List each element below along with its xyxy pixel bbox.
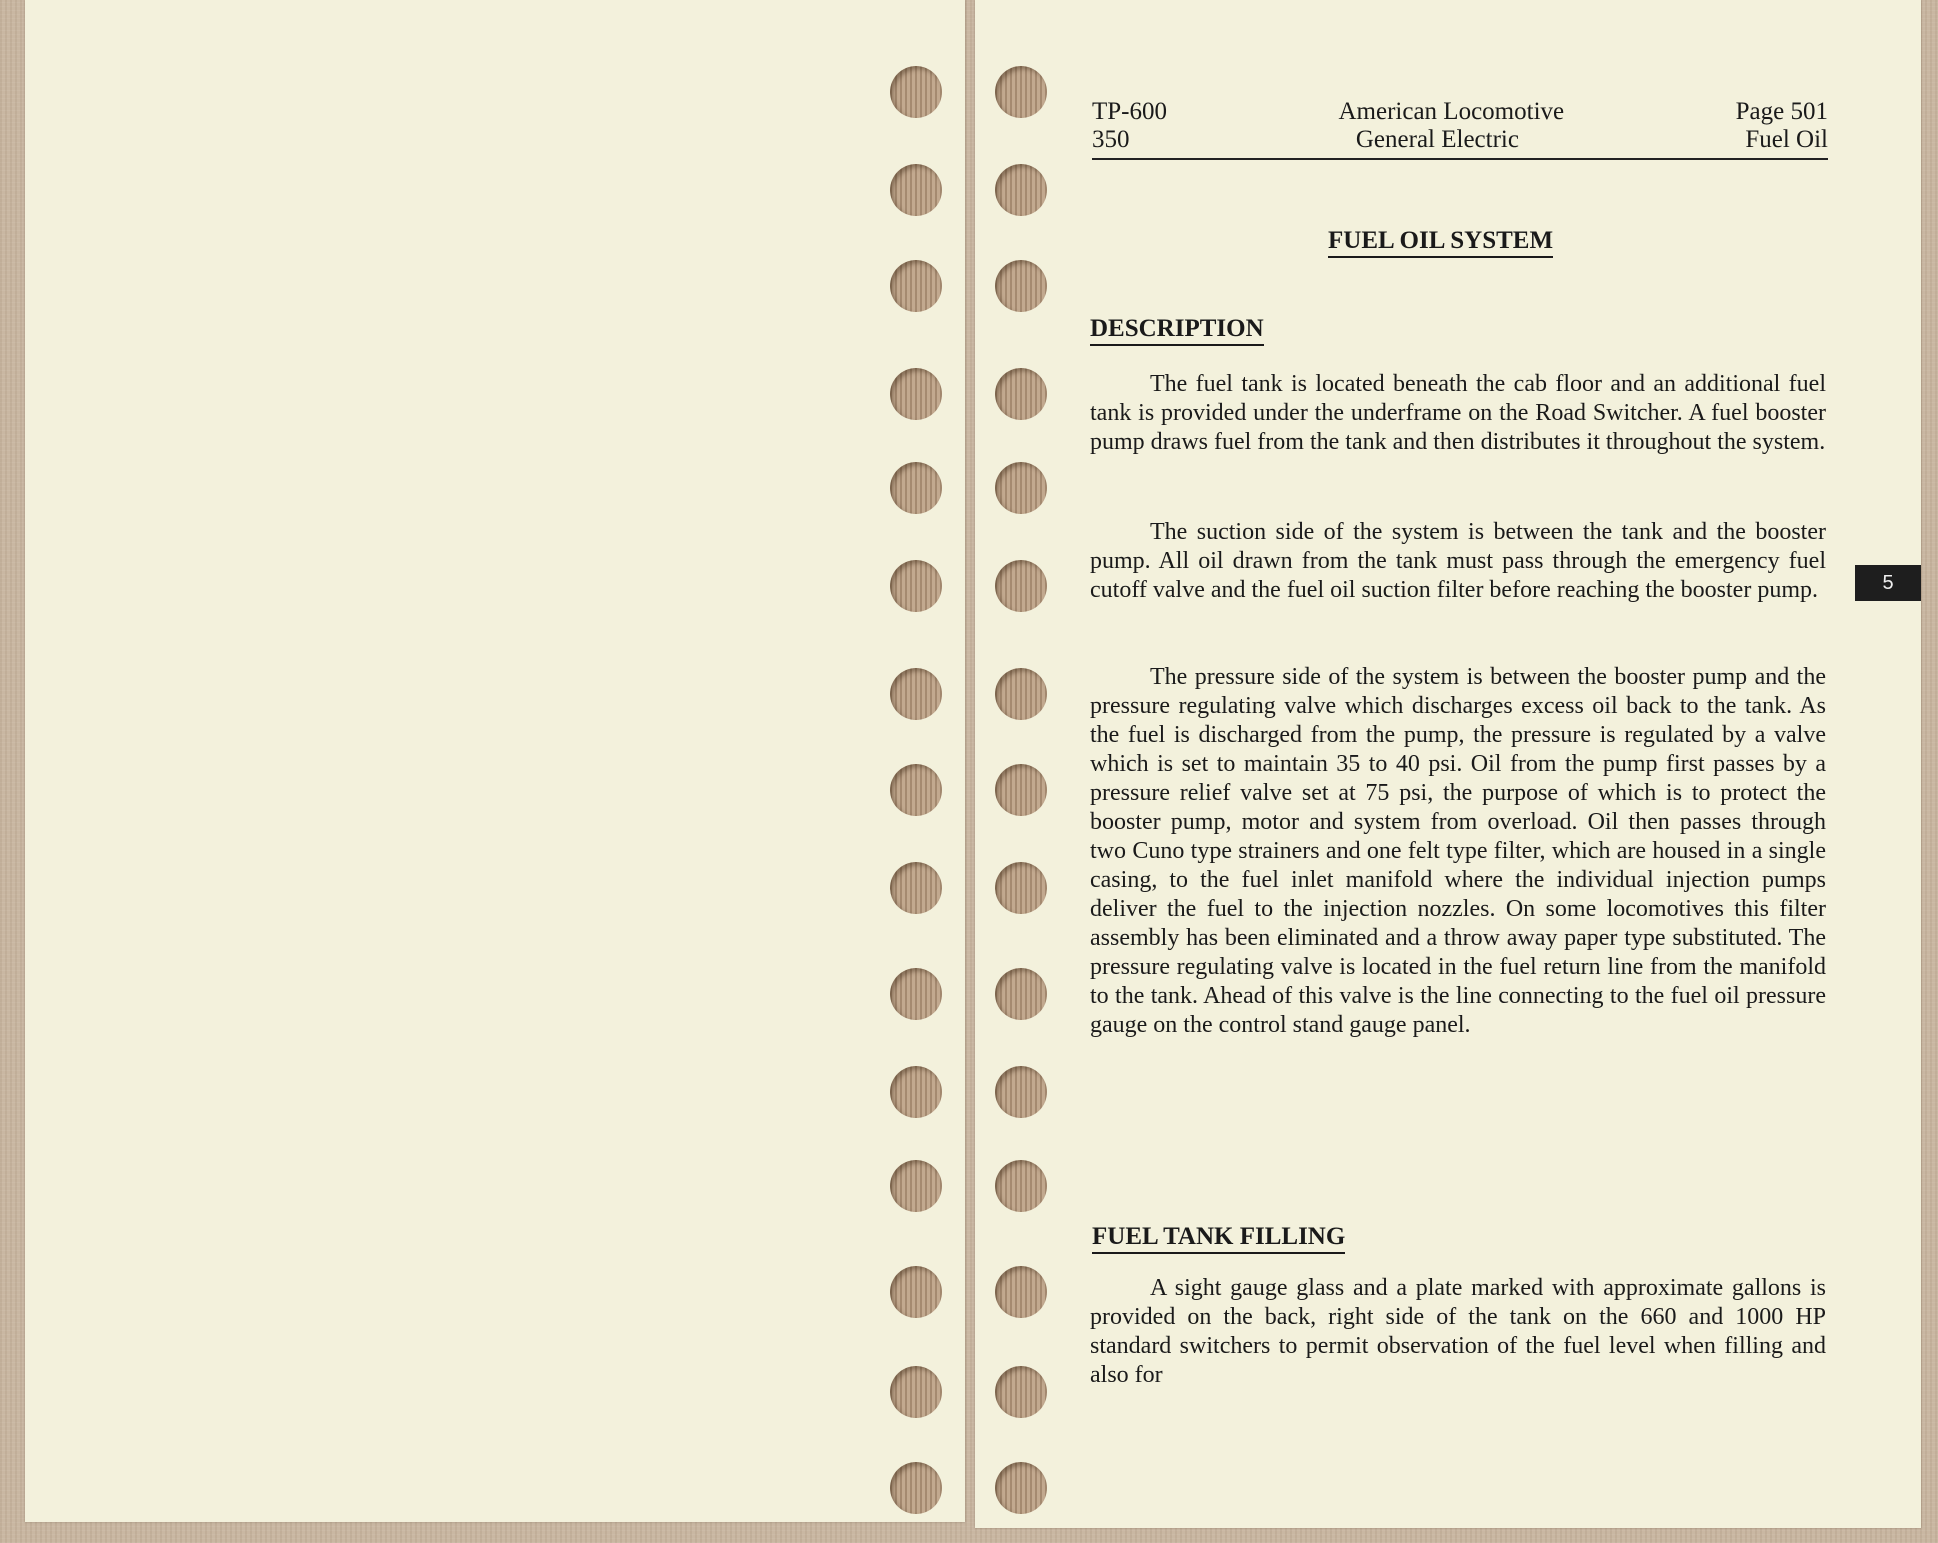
binding-hole-right-5	[995, 462, 1047, 514]
binding-hole-left-14	[890, 1366, 942, 1418]
binding-hole-right-7	[995, 668, 1047, 720]
manufacturer-line-2: General Electric	[1355, 126, 1519, 153]
binding-hole-left-7	[890, 668, 942, 720]
binding-hole-right-11	[995, 1066, 1047, 1118]
heading-fuel-tank-filling: FUEL TANK FILLING	[1092, 1222, 1345, 1254]
paragraph-filling-1: A sight gauge glass and a plate marked with approximate gallons is provided on the back, right side of the tank on the 660 and 1000 HP standard switchers to permit observation of the fuel level when filling and also for	[1090, 1275, 1826, 1388]
binding-hole-left-2	[890, 164, 942, 216]
binding-hole-right-14	[995, 1366, 1047, 1418]
binding-hole-left-15	[890, 1462, 942, 1514]
header-row-2	[1092, 126, 1828, 154]
binding-hole-right-12	[995, 1160, 1047, 1212]
binding-hole-right-15	[995, 1462, 1047, 1514]
page-number: Page 501	[1735, 98, 1828, 125]
chapter-name: Fuel Oil	[1745, 126, 1828, 153]
binding-hole-right-3	[995, 260, 1047, 312]
binding-hole-right-2	[995, 164, 1047, 216]
binding-hole-left-1	[890, 66, 942, 118]
binding-hole-left-3	[890, 260, 942, 312]
binding-hole-left-5	[890, 462, 942, 514]
binding-hole-right-9	[995, 862, 1047, 914]
binding-hole-left-8	[890, 764, 942, 816]
paragraph-description-1: The fuel tank is located beneath the cab floor and an additional fuel tank is provided under the underframe on the Road Switcher. A fuel booster pump draws fuel from the tank and then distributes it throughout the system.	[1090, 371, 1826, 455]
header-row-1	[1092, 98, 1828, 126]
left-blank-page	[25, 0, 965, 1522]
binding-hole-right-8	[995, 764, 1047, 816]
binding-hole-left-9	[890, 862, 942, 914]
binding-hole-left-10	[890, 968, 942, 1020]
binding-hole-right-13	[995, 1266, 1047, 1318]
binding-hole-left-6	[890, 560, 942, 612]
binding-hole-right-10	[995, 968, 1047, 1020]
binding-hole-left-13	[890, 1266, 942, 1318]
binding-hole-right-4	[995, 368, 1047, 420]
binding-hole-right-1	[995, 66, 1047, 118]
binding-hole-right-6	[995, 560, 1047, 612]
header-rule	[1092, 158, 1828, 160]
model-number: 350	[1092, 126, 1130, 153]
manufacturer-line-1: American Locomotive	[1338, 98, 1565, 125]
binding-hole-left-12	[890, 1160, 942, 1212]
chapter-tab[interactable]: 5	[1855, 565, 1921, 601]
section-title: FUEL OIL SYSTEM	[1328, 226, 1553, 258]
paragraph-description-2: The suction side of the system is between the tank and the booster pump. All oil drawn from the tank must pass through the emergency fuel cutoff valve and the fuel oil suction filter before reaching the booster pump.	[1090, 519, 1826, 603]
paragraph-description-3: The pressure side of the system is between the booster pump and the pressure regulating valve which discharges excess oil back to the tank. As the fuel is discharged from the pump, the pressure is regulated by a valve which is set to maintain 35 to 40 psi. Oil from the pump first passes by a pressure relief valve set at 75 psi, the purpose of which is to protect the booster pump, motor and system from overload. Oil then passes through two Cuno type strainers and one felt type filter, which are housed in a single casing, to the fuel inlet manifold where the individual injection pumps deliver the fuel to the injection nozzles. On some locomotives this filter assembly has been eliminated and a throw away paper type substituted. The pressure regulating valve is located in the fuel return line from the manifold to the tank. Ahead of this valve is the line connecting to the fuel oil pressure gauge on the control stand gauge panel.	[1090, 664, 1826, 1038]
binding-hole-left-11	[890, 1066, 942, 1118]
binding-hole-left-4	[890, 368, 942, 420]
doc-code: TP-600	[1092, 98, 1167, 125]
heading-description: DESCRIPTION	[1090, 314, 1264, 346]
